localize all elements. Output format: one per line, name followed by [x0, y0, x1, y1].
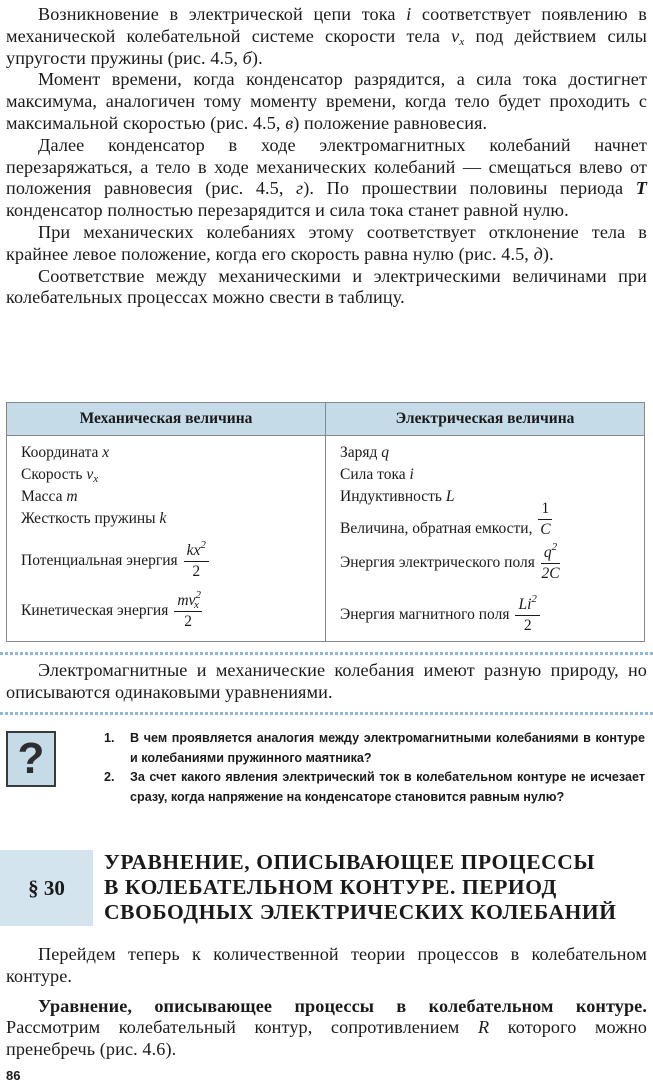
header-mechanical: Механическая величина [7, 403, 326, 435]
table-row: Энергия электрического поля $\frac{q^2}{2C}$ [340, 541, 560, 582]
column-electrical [326, 436, 644, 642]
table-row: Величина, обратная емкости, $\frac{1}{C}$ [340, 500, 551, 538]
fraction: $\frac{kx^2}{2}$ [184, 542, 209, 581]
fraction: $\frac{mv^2_x}{2}$ [174, 592, 201, 631]
page-body [6, 4, 647, 309]
paragraph-equation-intro: Уравнение, описывающее процессы в колебательном контуре. Рассмотрим колебательный контур, сопротивлением R которого можно пренебречь (рис. 4.6). [6, 995, 647, 1060]
correspondence-table [6, 402, 645, 642]
divider-bottom [0, 712, 653, 715]
table-row: Координата x [21, 444, 110, 461]
table-row: Кинетическая энергия $\frac{mv^2_x}{2}$ [21, 589, 201, 630]
fraction: $\frac{Li^2}{2}$ [515, 596, 539, 635]
paragraph-quantitative-intro: Перейдем теперь к количественной теории процессов в колебательном контуре. [6, 944, 647, 986]
divider-top [0, 652, 653, 655]
page-number: 86 [6, 1068, 21, 1083]
summary-paragraph: Электромагнитные и механические колебания имеют разную природу, но описываются одинаковыми уравнениями. [6, 660, 647, 702]
table-row: Энергия магнитного поля $\frac{Li^2}{2}$ [340, 596, 540, 635]
section-title: УРАВНЕНИЕ, ОПИСЫВАЮЩЕЕ ПРОЦЕССЫ В КОЛЕБАТЕЛЬНОМ КОНТУРЕ. ПЕРИОД СВОБОДНЫХ ЭЛЕКТРИЧЕСКИХ КОЛЕБАНИЙ [104, 850, 617, 924]
table-row: Сила тока i [340, 466, 414, 483]
column-mechanical [7, 436, 326, 642]
table-header [7, 403, 644, 436]
table-row: Индуктивность L [340, 488, 455, 505]
table-row: Жесткость пружины k [21, 510, 167, 527]
review-questions [104, 729, 645, 807]
paragraph-current-analogy: Возникновение в электрической цепи тока i соответствует появлению в механической колебательной системе скорости тела $v_x$ под действием силы упругости пружины (рис. 4.5, б). [6, 4, 647, 68]
table-row: Скорость $v_x$ [21, 466, 99, 485]
paragraph-mechanical-left: При механических колебаниях этому соответствует отклонение тела в крайнее левое положение, когда его скорость равна нулю (рис. 4.5, д). [6, 221, 647, 264]
fraction: $\frac{1}{C}$ [540, 500, 551, 538]
paragraph-discharge-moment: Момент времени, когда конденсатор разрядится, а сила тока достигнет максимума, аналогичен тому моменту времени, когда тело будет проходить с максимальной скоростью (рис. 4.5, в) положение равновесия. [6, 69, 647, 133]
question-icon: ? [6, 731, 56, 787]
question-item: 1. В чем проявляется аналогия между электромагнитными колебаниями в контуре и колебаниями пружинного маятника? [104, 731, 645, 765]
fraction: $\frac{q^2}{2C}$ [541, 541, 560, 582]
table-row: Заряд q [340, 444, 390, 461]
paragraph-table-intro: Соответствие между механическими и электрическими величинами при колебательных процессах можно свести в таблицу. [6, 265, 647, 308]
section-number: § 30 [0, 850, 93, 926]
paragraph-recharge: Далее конденсатор в ходе электромагнитных колебаний начнет перезаряжаться, а тело в ходе механических колебаний — смещаться влево от положения равновесия (рис. 4.5, г). По прошествии половины периода T конденсатор полностью перезарядится и сила тока станет равной нулю. [6, 134, 647, 221]
table-row: Масса m [21, 488, 78, 505]
question-item: 2. За счет какого явления электрический ток в колебательном контуре не исчезает сразу, когда напряжение на конденсаторе становится равным нулю? [104, 770, 645, 804]
table-row: Потенциальная энергия $\frac{kx^2}{2}$ [21, 542, 209, 581]
header-electrical: Электрическая величина [395, 410, 575, 427]
section-body [6, 944, 647, 1061]
